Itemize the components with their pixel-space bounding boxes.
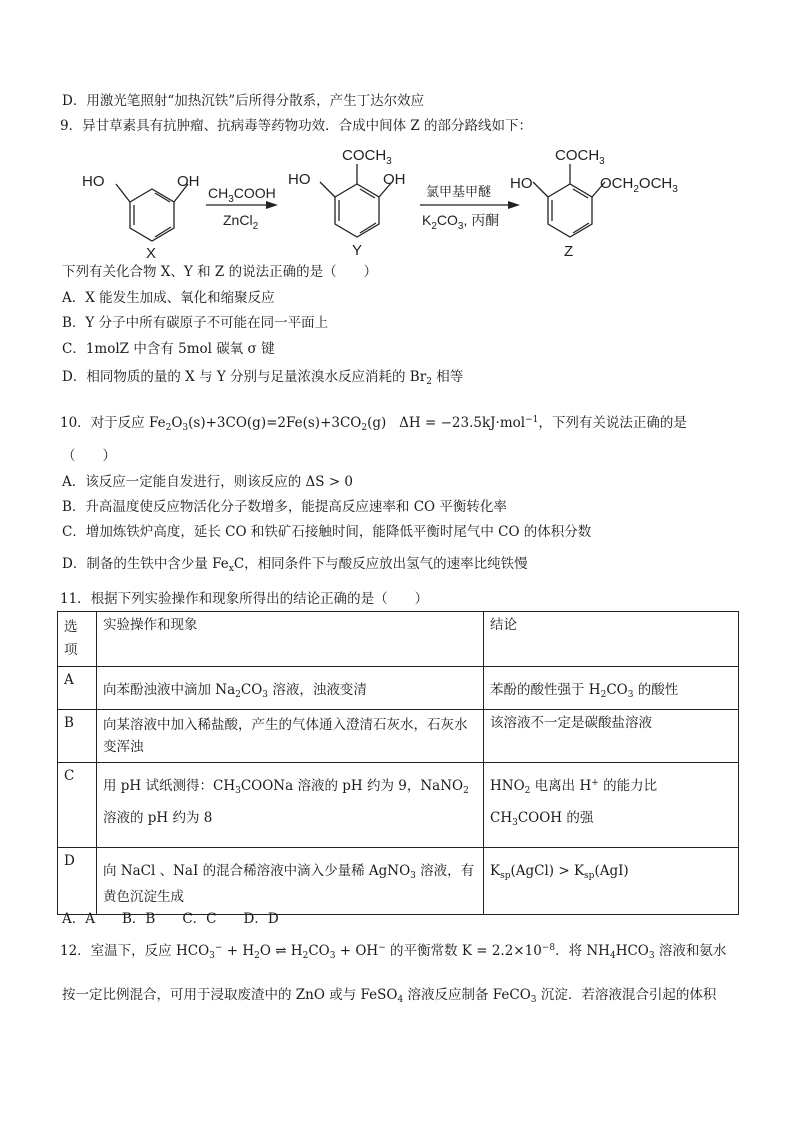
prev-question-option-d: [62, 92, 424, 110]
step1-reagent-bottom: ZnCl$_2$: [223, 212, 259, 232]
synthesis-scheme-diagram: [70, 140, 750, 262]
row-option: C: [58, 763, 97, 848]
row-option: B: [58, 710, 97, 763]
question-9-prompt: 下列有关化合物 X、Y 和 Z 的说法正确的是（ ）: [62, 264, 378, 280]
question-text: 根据下列实验操作和现象所得出的结论正确的是（ ）: [90, 591, 429, 607]
compound-z-label: Z: [564, 243, 574, 260]
compound-y-label: Y: [352, 242, 363, 259]
y-right-group: OH: [383, 171, 406, 188]
q9-option-b: [62, 314, 328, 332]
option-text: 增加炼铁炉高度，延长 CO 和铁矿石接触时间，能降低平衡时尾气中 CO 的体积分数: [85, 524, 592, 540]
option-text: 该反应一定能自发进行，则该反应的 ΔS > 0: [85, 474, 354, 490]
header-conclusion: 结论: [484, 612, 739, 667]
experiment-table: [57, 611, 739, 915]
question-10-blank: （ ）: [62, 448, 116, 464]
step1-reagent-top: $CH_3COOH$: [208, 185, 276, 205]
reaction-arrow-1: [206, 201, 278, 209]
option-label: C．: [62, 341, 86, 357]
row-operation: 向 NaCl 、NaI 的混合稀溶液中滴入少量稀 AgNO$_3$ 溶液，有 黄色沉淀生成: [97, 848, 484, 915]
question-9-stem: [60, 117, 532, 135]
question-number: 12．: [60, 943, 91, 959]
table-row: [58, 710, 739, 763]
x-left-group: HO: [82, 173, 105, 190]
option-label: B．: [62, 315, 86, 331]
q10-option-c: [62, 523, 591, 541]
reaction-arrow-2: [420, 201, 520, 209]
option-label: A．: [62, 290, 86, 306]
z-right-group: $OCH_2OCH_3$: [600, 175, 678, 195]
question-10-stem: [60, 414, 687, 432]
y-left-group: HO: [288, 171, 311, 188]
question-number: 9．: [60, 118, 83, 134]
option-label: D．: [62, 93, 87, 109]
question-number: 11．: [60, 591, 91, 607]
q9-option-a: [62, 289, 275, 307]
stem-prefix: 对于反应: [90, 415, 145, 431]
header-operation: 实验操作和现象: [97, 612, 484, 667]
question-text: 异甘草素具有抗肿瘤、抗病毒等药物功效．合成中间体 Z 的部分路线如下：: [82, 118, 533, 134]
question-number: 10．: [60, 415, 91, 431]
table-row: [58, 667, 739, 710]
option-text: 用激光笔照射“加热沉铁”后所得分散系，产生丁达尔效应: [86, 93, 425, 109]
q10-option-d: [62, 555, 528, 573]
row-operation: 向某溶液中加入稀盐酸，产生的气体通入澄清石灰水，石灰水 变浑浊: [97, 710, 484, 763]
compound-z-structure: [533, 164, 605, 237]
q9-option-c: [62, 340, 275, 358]
option-text: X 能发生加成、氧化和缩聚反应: [85, 290, 275, 306]
row-conclusion: 该溶液不一定是碳酸盐溶液: [484, 710, 739, 763]
option-label: D．: [62, 556, 87, 572]
x-right-group: OH: [177, 173, 200, 190]
q10-option-b: [62, 498, 507, 516]
step2-reagent-bottom: $K_2CO_3$, 丙酮: [422, 212, 500, 232]
option-label: B．: [62, 499, 86, 515]
row-conclusion: $K_{sp}(AgCl) > K_{sp}(AgI)$: [484, 848, 739, 915]
header-option: 选项: [58, 612, 97, 667]
row-conclusion: 苯酚的酸性强于 $H_2CO_3$ 的酸性: [484, 667, 739, 710]
table-header-row: [58, 612, 739, 667]
y-top-group: $COCH_3$: [342, 147, 392, 167]
option-text: Y 分子中所有碳原子不可能在同一平面上: [85, 315, 329, 331]
stem-suffix: ，下列有关说法正确的是: [538, 415, 687, 431]
question-12-line-2: 按一定比例混合，可用于浸取废渣中的 ZnO 或与 FeSO$_4$ 溶液反应制备 FeCO$_3$ 沉淀．若溶液混合引起的体积: [62, 987, 717, 1005]
option-label: D．: [62, 369, 87, 385]
row-option: D: [58, 848, 97, 915]
option-text: 相同物质的量的 X 与 Y 分别与足量浓溴水反应消耗的 $Br_2$ 相等: [86, 369, 464, 387]
option-text: 升高温度使反应物活化分子数增多，能提高反应速率和 CO 平衡转化率: [85, 499, 507, 515]
question-12-line-1: 12．室温下，反应 $HCO_3^- + H_2O$ ⇌ $H_2CO_3 + OH^-$ 的平衡常数 $K = 2.2\times 10^{-8}$．将 $NH_4HCO_3$ 溶液和氨水: [60, 943, 727, 961]
table-row: [58, 763, 739, 848]
q11-answer-choices: A．A B．B C．C D．D: [62, 911, 279, 927]
question-11-stem: [60, 590, 428, 608]
reaction-equation: $Fe_2O_3(s)+3CO(g)=2Fe(s)+3CO_2(g) \Delta H = -23.5kJ\cdot mol^{-1}$: [148, 415, 539, 433]
compound-x-structure: [116, 184, 188, 241]
row-option: A: [58, 667, 97, 710]
compound-y-structure: [320, 164, 392, 237]
row-operation: 向苯酚浊液中滴加 $Na_2CO_3$ 溶液，浊液变清: [97, 667, 484, 710]
z-left-group: HO: [510, 175, 533, 192]
option-label: C．: [62, 524, 86, 540]
step2-reagent-top: 氯甲基甲醚: [426, 184, 492, 199]
row-operation: 用 pH 试纸测得：$CH_3COONa$ 溶液的 pH 约为 9，NaNO$_2$ 溶液的 pH 约为 8: [97, 763, 484, 848]
q10-option-a: [62, 473, 353, 491]
option-label: A．: [62, 474, 86, 490]
row-conclusion: $HNO_2$ 电离出 H+ 的能力比 $CH_3COOH$ 的强: [484, 763, 739, 848]
q9-option-d: [62, 368, 463, 386]
compound-x-label: X: [146, 245, 157, 262]
table-row: [58, 848, 739, 915]
z-top-group: $COCH_3$: [555, 147, 605, 167]
option-text: 1molZ 中含有 5mol 碳氧 σ 键: [85, 341, 275, 357]
option-text: 制备的生铁中含少量 $Fe_xC$，相同条件下与酸反应放出氢气的速率比纯铁慢: [86, 556, 528, 574]
